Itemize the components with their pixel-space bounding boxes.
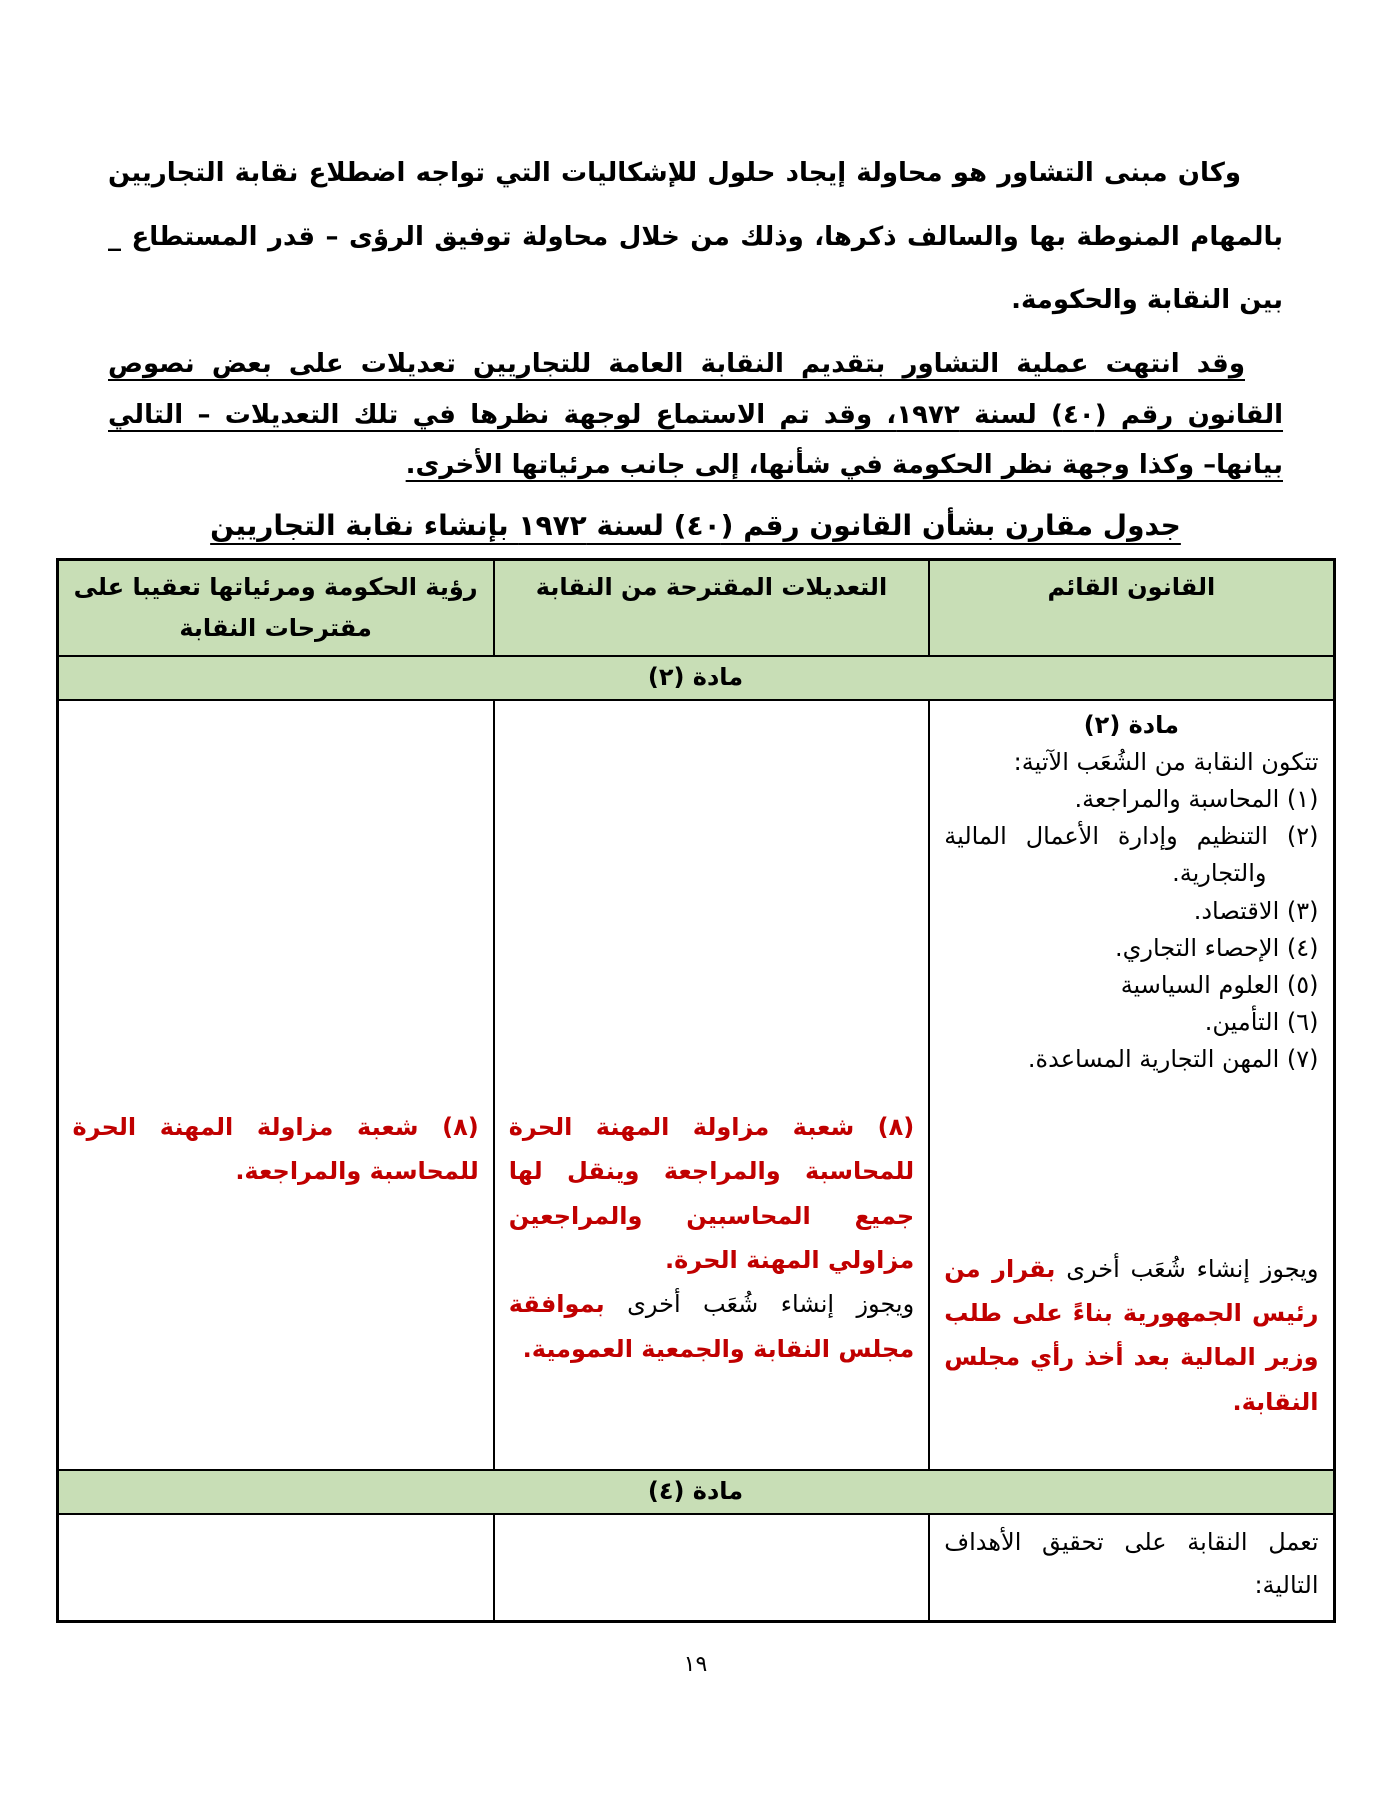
proposed-addendum-red-text: بموافقة مجلس النقابة والجمعية العمومية.	[508, 1290, 915, 1363]
article4-band-label: مادة (٤)	[57, 1470, 1334, 1514]
table-header-row	[57, 560, 1334, 656]
government-item8-paragraph: (٨) شعبة مزاولة المهنة الحرة للمحاسبة والمراجعة.	[72, 1112, 479, 1186]
header-government-view: رؤية الحكومة ومرئياتها تعقيبا على مقترحات النقابة	[57, 560, 494, 656]
law-item-4: (٤) الإحصاء التجاري.	[1114, 933, 1319, 962]
intro-section	[0, 0, 1391, 542]
existing-article-intro: تتكون النقابة من الشُعَب الآتية:	[1013, 747, 1319, 776]
header-existing-law: القانون القائم	[929, 560, 1334, 656]
proposed-addendum-paragraph	[509, 1282, 914, 1371]
proposed-addendum-black-text: ويجوز إنشاء شُعَب أخرى	[604, 1290, 915, 1319]
article2-band-row	[57, 656, 1334, 700]
article2-band-label: مادة (٢)	[57, 656, 1334, 700]
law-item-7: (٧) المهن التجارية المساعدة.	[1027, 1045, 1319, 1074]
law-item-5: (٥) العلوم السياسية	[1120, 971, 1319, 1000]
article2-proposed-cell	[494, 700, 929, 1470]
law-item-6: (٦) التأمين.	[1204, 1008, 1319, 1037]
paragraph-consultation-basis: وكان مبنى التشاور هو محاولة إيجاد حلول للإشكاليات التي تواجه اضطلاع نقابة التجاريين بالمهام المنوطة بها والسالف ذكرها، وذلك من خلال محاولة توفيق الرؤى – قدر المستطاع _ بين النقابة والحكومة.	[108, 158, 1283, 316]
article2-content-row	[57, 700, 1334, 1470]
comparison-table	[56, 558, 1336, 1623]
article4-existing-cell	[929, 1514, 1334, 1622]
existing-addendum-black-text: ويجوز إنشاء شُعَب أخرى	[1055, 1254, 1319, 1283]
law-item-1: (١) المحاسبة والمراجعة.	[1074, 785, 1319, 814]
comparison-table-title: جدول مقارن بشأن القانون رقم (٤٠) لسنة ١٩٧٢ بإنشاء نقابة التجاريين	[210, 509, 1181, 543]
existing-article-title: مادة (٢)	[1083, 710, 1179, 739]
page-number: ١٩	[683, 1652, 708, 1677]
existing-addendum-paragraph	[944, 1247, 1318, 1425]
government-body	[73, 1105, 479, 1194]
proposed-item8-paragraph: (٨) شعبة مزاولة المهنة الحرة للمحاسبة والمراجعة وينقل لها جميع المحاسبين والمراجعين مزاولي المهنة الحرة.	[508, 1112, 915, 1274]
proposed-body	[509, 1105, 914, 1371]
law-item-2: (٢) التنظيم وإدارة الأعمال المالية والتجارية.	[944, 822, 1319, 888]
article4-government-cell	[57, 1514, 494, 1622]
article4-band-row	[57, 1470, 1334, 1514]
article4-content-row	[57, 1514, 1334, 1622]
paragraph-consultation-result: وقد انتهت عملية التشاور بتقديم النقابة العامة للتجاريين تعديلات على بعض نصوص القانون رقم (٤٠) لسنة ١٩٧٢، وقد تم الاستماع لوجهة نظرها في تلك التعديلات – التالي بيانها– وكذا وجهة نظر الحكومة في شأنها، إلى جانب مرئياتها الأخرى.	[108, 349, 1284, 481]
law-item-3: (٣) الاقتصاد.	[1193, 896, 1319, 925]
article2-government-cell	[57, 700, 494, 1470]
article4-proposed-cell	[494, 1514, 929, 1622]
existing-addendum-red-text: بقرار من رئيس الجمهورية بناءً على طلب وزير المالية بعد أخذ رأي مجلس النقابة.	[944, 1254, 1319, 1416]
header-proposed-amendments: التعديلات المقترحة من النقابة	[494, 560, 929, 656]
article2-existing-cell	[929, 700, 1334, 1470]
article4-existing-text: تعمل النقابة على تحقيق الأهداف التالية:	[944, 1527, 1319, 1599]
